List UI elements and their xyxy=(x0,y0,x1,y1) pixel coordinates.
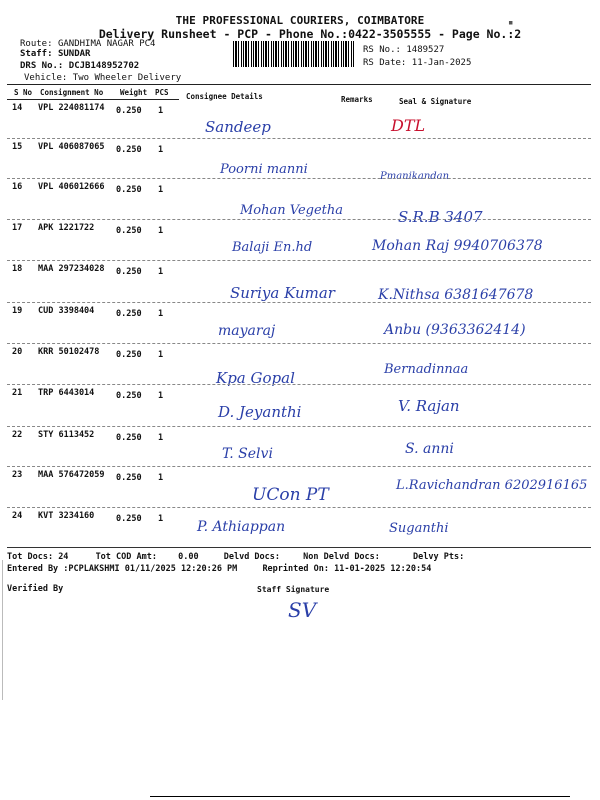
row-seal-handwriting: L.Ravichandran 6202916165 xyxy=(396,478,588,493)
row-pcs: 1 xyxy=(158,433,164,443)
delvd-docs-label: Delvd Docs: xyxy=(223,552,281,562)
row-consignment: MAA 297234028 xyxy=(38,264,105,274)
row-seal-handwriting: S.R.B 3407 xyxy=(398,208,483,226)
row-consignment: VPL 224081174 xyxy=(38,103,105,113)
rs-date-value: 11-Jan-2025 xyxy=(411,58,472,68)
col-consignee: Consignee Details xyxy=(186,92,263,101)
table-top-rule xyxy=(7,84,591,85)
scan-bottom-rule xyxy=(150,796,570,797)
row-weight: 0.250 xyxy=(116,226,142,236)
drs-line xyxy=(20,61,139,71)
row-pcs: 1 xyxy=(158,185,164,195)
row-pcs: 1 xyxy=(158,226,164,236)
row-consignment: MAA 576472059 xyxy=(38,470,105,480)
rs-no-line xyxy=(363,45,444,55)
row-divider xyxy=(7,178,591,179)
rs-no-value: 1489527 xyxy=(406,45,445,55)
stray-mark: ▪ xyxy=(508,18,514,28)
row-weight: 0.250 xyxy=(116,433,142,443)
delvy-pts-label: Delvy Pts: xyxy=(413,552,465,562)
row-pcs: 1 xyxy=(158,514,164,524)
rs-date-line xyxy=(363,58,471,68)
row-weight: 0.250 xyxy=(116,391,142,401)
staff-line xyxy=(20,49,90,59)
row-sno: 21 xyxy=(12,388,23,398)
row-consignee-handwriting: Sandeep xyxy=(205,118,271,136)
totals-line xyxy=(7,552,464,562)
vehicle-line xyxy=(24,73,181,83)
row-seal-handwriting: S. anni xyxy=(405,441,454,457)
table-header-rule xyxy=(7,99,179,100)
staff-value: SUNDAR xyxy=(57,49,91,59)
row-consignment: CUD 3398404 xyxy=(38,306,95,316)
entered-by-value: PCPLAKSHMI 01/11/2025 12:20:26 PM xyxy=(68,564,238,574)
row-weight: 0.250 xyxy=(116,185,142,195)
row-divider xyxy=(7,507,591,508)
row-consignee-handwriting: Poorni manni xyxy=(220,162,308,177)
col-sno: S No xyxy=(14,88,33,97)
row-weight: 0.250 xyxy=(116,473,142,483)
company-name: THE PROFESSIONAL COURIERS, COIMBATORE xyxy=(175,14,425,27)
route-label: Route: xyxy=(20,39,53,49)
row-consignee-handwriting: T. Selvi xyxy=(222,446,273,462)
row-seal-handwriting: DTL xyxy=(391,116,426,135)
row-sno: 15 xyxy=(12,142,23,152)
row-sno: 17 xyxy=(12,223,23,233)
row-divider xyxy=(7,302,591,303)
row-seal-handwriting: Mohan Raj 9940706378 xyxy=(372,238,543,254)
row-weight: 0.250 xyxy=(116,309,142,319)
drs-value: DCJB148952702 xyxy=(68,61,140,71)
rs-date-label: RS Date: xyxy=(363,58,407,68)
row-consignee-handwriting: P. Athiappan xyxy=(197,519,286,535)
tot-cod-value: 0.00 xyxy=(178,552,199,562)
row-seal-handwriting: V. Rajan xyxy=(398,397,460,415)
row-seal-handwriting: Suganthi xyxy=(389,521,449,536)
row-consignment: KRR 50102478 xyxy=(38,347,100,357)
row-seal-handwriting: Pmanikandan xyxy=(380,171,450,182)
vehicle-label: Vehicle: xyxy=(24,73,68,83)
page-edge xyxy=(2,560,3,700)
runsheet-title: Delivery Runsheet - PCP - Phone No.:0422-3505555 - Page No.:2 xyxy=(98,27,522,41)
row-seal-handwriting: Bernadinnaa xyxy=(384,362,469,377)
verified-by-label: Verified By xyxy=(7,584,64,594)
entered-line xyxy=(7,564,431,574)
barcode xyxy=(233,41,355,67)
row-consignment: APK 1221722 xyxy=(38,223,95,233)
row-consignee-handwriting: Kpa Gopal xyxy=(216,369,295,387)
row-divider xyxy=(7,138,591,139)
col-remarks: Remarks xyxy=(341,95,373,104)
reprinted-label: Reprinted On: xyxy=(262,564,329,574)
row-consignment: STY 6113452 xyxy=(38,430,95,440)
row-consignee-handwriting: Mohan Vegetha xyxy=(240,203,344,218)
entered-by-label: Entered By : xyxy=(7,564,69,574)
vehicle-value: Two Wheeler Delivery xyxy=(72,73,182,83)
row-pcs: 1 xyxy=(158,309,164,319)
col-seal: Seal & Signature xyxy=(399,97,472,106)
row-consignee-handwriting: D. Jeyanthi xyxy=(218,403,302,421)
route-line xyxy=(20,39,155,49)
row-consignment: VPL 406012666 xyxy=(38,182,105,192)
tot-docs-value: 24 xyxy=(58,552,69,562)
row-pcs: 1 xyxy=(158,473,164,483)
row-sno: 19 xyxy=(12,306,23,316)
row-sno: 24 xyxy=(12,511,23,521)
row-consignment: KVT 3234160 xyxy=(38,511,95,521)
row-pcs: 1 xyxy=(158,145,164,155)
row-divider xyxy=(7,466,591,467)
row-pcs: 1 xyxy=(158,391,164,401)
row-divider xyxy=(7,260,591,261)
row-divider xyxy=(7,343,591,344)
reprinted-value: 11-01-2025 12:20:54 xyxy=(334,564,432,574)
col-pcs: PCS xyxy=(155,88,169,97)
row-consignee-handwriting: mayaraj xyxy=(218,323,276,339)
row-sno: 22 xyxy=(12,430,23,440)
row-sno: 14 xyxy=(12,103,23,113)
col-weight: Weight xyxy=(120,88,148,97)
row-sno: 20 xyxy=(12,347,23,357)
row-consignee-handwriting: UCon PT xyxy=(252,485,329,505)
staff-signature-label: Staff Signature xyxy=(257,585,330,594)
row-consignee-handwriting: Suriya Kumar xyxy=(230,284,335,302)
row-seal-handwriting: Anbu (9363362414) xyxy=(384,322,526,338)
route-value: GANDHIMA NAGAR PC4 xyxy=(57,39,156,49)
row-weight: 0.250 xyxy=(116,267,142,277)
row-sno: 23 xyxy=(12,470,23,480)
row-pcs: 1 xyxy=(158,267,164,277)
row-seal-handwriting: K.Nithsa 6381647678 xyxy=(378,287,534,303)
row-consignment: VPL 406087065 xyxy=(38,142,105,152)
row-divider xyxy=(7,219,591,220)
row-pcs: 1 xyxy=(158,106,164,116)
row-weight: 0.250 xyxy=(116,350,142,360)
non-delvd-label: Non Delvd Docs: xyxy=(303,552,380,562)
row-sno: 18 xyxy=(12,264,23,274)
col-consignment: Consignment No xyxy=(40,88,104,97)
rs-no-label: RS No.: xyxy=(363,45,401,55)
row-weight: 0.250 xyxy=(116,145,142,155)
row-consignee-handwriting: Balaji En.hd xyxy=(232,240,313,255)
row-pcs: 1 xyxy=(158,350,164,360)
table-bottom-rule xyxy=(7,547,591,548)
staff-signature-ink: SV xyxy=(288,598,317,622)
row-consignment: TRP 6443014 xyxy=(38,388,95,398)
row-weight: 0.250 xyxy=(116,106,142,116)
tot-cod-label: Tot COD Amt: xyxy=(95,552,157,562)
row-divider xyxy=(7,384,591,385)
staff-label: Staff: xyxy=(20,49,53,59)
row-divider xyxy=(7,426,591,427)
row-weight: 0.250 xyxy=(116,514,142,524)
drs-label: DRS No.: xyxy=(20,61,64,71)
tot-docs-label: Tot Docs: xyxy=(7,552,54,562)
row-sno: 16 xyxy=(12,182,23,192)
